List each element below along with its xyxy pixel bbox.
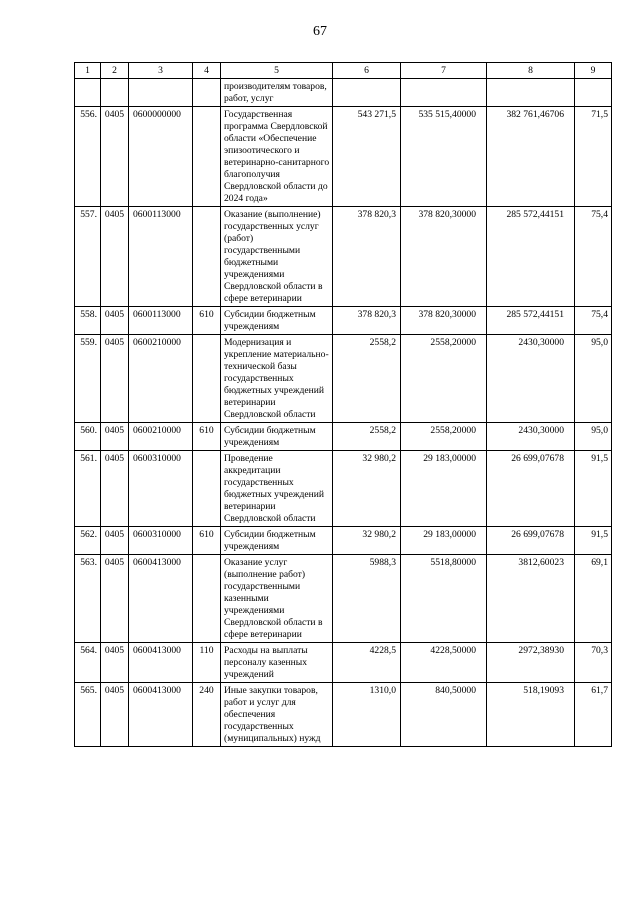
page-number: 67 (313, 24, 327, 39)
cell-section-code: 0405 (101, 207, 129, 307)
cell-amount-approved: 4228,5 (333, 643, 401, 683)
header-cell-4: 4 (193, 63, 221, 79)
table-row (75, 207, 612, 307)
cell-row-number: 564. (75, 643, 101, 683)
header-cell-1: 1 (75, 63, 101, 79)
cell-target-article-code: 0600113000 (129, 207, 193, 307)
cell-amount-approved: 378 820,3 (333, 307, 401, 335)
cell-expense-type-code (193, 555, 221, 643)
header-cell-9: 9 (575, 63, 612, 79)
cell-description: Оказание услуг (выполнение работ) государственными казенными учреждениями Свердловской области в сфере ветеринарии (221, 555, 333, 643)
cell-description: Субсидии бюджетным учреждениям (221, 527, 333, 555)
cell-amount-executed: 285 572,44151 (487, 307, 575, 335)
cell-description: Государственная программа Свердловской области «Обеспечение эпизоотического и ветеринарно-санитарного благополучия Свердловской области до 2024 года» (221, 107, 333, 207)
cell-row-number: 563. (75, 555, 101, 643)
cell-expense-type-code: 610 (193, 527, 221, 555)
table-row (75, 527, 612, 555)
cell-expense-type-code (193, 207, 221, 307)
cell-section-code: 0405 (101, 335, 129, 423)
cell-amount-planned: 2558,20000 (401, 335, 487, 423)
cell-description: Субсидии бюджетным учреждениям (221, 307, 333, 335)
cell-row-number (75, 79, 101, 107)
cell-section-code: 0405 (101, 643, 129, 683)
table-row (75, 451, 612, 527)
cell-percent-executed: 71,5 (575, 107, 612, 207)
cell-target-article-code: 0600413000 (129, 555, 193, 643)
cell-amount-executed: 26 699,07678 (487, 527, 575, 555)
cell-description: производителям товаров, работ, услуг (221, 79, 333, 107)
cell-target-article-code: 0600310000 (129, 451, 193, 527)
cell-amount-planned: 378 820,30000 (401, 307, 487, 335)
header-row (75, 63, 612, 79)
cell-section-code: 0405 (101, 107, 129, 207)
cell-expense-type-code: 610 (193, 423, 221, 451)
cell-percent-executed: 91,5 (575, 527, 612, 555)
table-row (75, 107, 612, 207)
cell-amount-approved: 32 980,2 (333, 527, 401, 555)
cell-expense-type-code: 110 (193, 643, 221, 683)
budget-table (74, 62, 612, 747)
table-row (75, 335, 612, 423)
header-cell-8: 8 (487, 63, 575, 79)
cell-amount-planned: 840,50000 (401, 683, 487, 747)
cell-amount-approved: 378 820,3 (333, 207, 401, 307)
cell-amount-approved: 2558,2 (333, 335, 401, 423)
header-cell-2: 2 (101, 63, 129, 79)
cell-target-article-code: 0600000000 (129, 107, 193, 207)
cell-percent-executed: 70,3 (575, 643, 612, 683)
table-row (75, 683, 612, 747)
cell-amount-approved: 32 980,2 (333, 451, 401, 527)
cell-expense-type-code (193, 451, 221, 527)
cell-percent-executed: 75,4 (575, 307, 612, 335)
cell-row-number: 559. (75, 335, 101, 423)
cell-row-number: 560. (75, 423, 101, 451)
cell-percent-executed: 95,0 (575, 423, 612, 451)
table-row (75, 555, 612, 643)
cell-amount-approved: 5988,3 (333, 555, 401, 643)
table-row (75, 423, 612, 451)
cell-description: Расходы на выплаты персоналу казенных учреждений (221, 643, 333, 683)
cell-percent-executed: 69,1 (575, 555, 612, 643)
cell-amount-planned: 2558,20000 (401, 423, 487, 451)
cell-expense-type-code (193, 335, 221, 423)
cell-section-code: 0405 (101, 307, 129, 335)
cell-section-code: 0405 (101, 527, 129, 555)
header-cell-3: 3 (129, 63, 193, 79)
cell-amount-approved: 543 271,5 (333, 107, 401, 207)
cell-target-article-code: 0600210000 (129, 335, 193, 423)
cell-amount-executed: 3812,60023 (487, 555, 575, 643)
table-row (75, 307, 612, 335)
cell-percent-executed: 91,5 (575, 451, 612, 527)
cell-description: Оказание (выполнение) государственных услуг (работ) государственными бюджетными учреждениями Свердловской области в сфере ветеринарии (221, 207, 333, 307)
cell-description: Иные закупки товаров, работ и услуг для обеспечения государственных (муниципальных) нужд (221, 683, 333, 747)
cell-description: Модернизация и укрепление материально-технической базы государственных бюджетных учреждений ветеринарии Свердловской области (221, 335, 333, 423)
cell-amount-planned: 29 183,00000 (401, 451, 487, 527)
cell-row-number: 561. (75, 451, 101, 527)
cell-percent-executed: 75,4 (575, 207, 612, 307)
cell-percent-executed: 61,7 (575, 683, 612, 747)
cell-row-number: 556. (75, 107, 101, 207)
cell-expense-type-code (193, 107, 221, 207)
cell-amount-executed: 2430,30000 (487, 423, 575, 451)
cell-amount-planned: 378 820,30000 (401, 207, 487, 307)
cell-amount-executed (487, 79, 575, 107)
header-cell-5: 5 (221, 63, 333, 79)
cell-target-article-code: 0600413000 (129, 643, 193, 683)
cell-percent-executed: 95,0 (575, 335, 612, 423)
cell-amount-executed: 518,19093 (487, 683, 575, 747)
cell-amount-planned: 4228,50000 (401, 643, 487, 683)
cell-description: Субсидии бюджетным учреждениям (221, 423, 333, 451)
cell-section-code: 0405 (101, 423, 129, 451)
cell-amount-approved (333, 79, 401, 107)
cell-section-code: 0405 (101, 683, 129, 747)
cell-row-number: 565. (75, 683, 101, 747)
cell-amount-approved: 1310,0 (333, 683, 401, 747)
cell-row-number: 562. (75, 527, 101, 555)
cell-target-article-code: 0600113000 (129, 307, 193, 335)
cell-target-article-code: 0600210000 (129, 423, 193, 451)
cell-description: Проведение аккредитации государственных бюджетных учреждений ветеринарии Свердловской области (221, 451, 333, 527)
cell-expense-type-code: 610 (193, 307, 221, 335)
cell-target-article-code (129, 79, 193, 107)
cell-percent-executed (575, 79, 612, 107)
cell-amount-executed: 382 761,46706 (487, 107, 575, 207)
cell-target-article-code: 0600413000 (129, 683, 193, 747)
cell-amount-executed: 2430,30000 (487, 335, 575, 423)
header-cell-6: 6 (333, 63, 401, 79)
cell-row-number: 558. (75, 307, 101, 335)
cell-target-article-code: 0600310000 (129, 527, 193, 555)
cell-amount-executed: 26 699,07678 (487, 451, 575, 527)
cell-amount-planned: 535 515,40000 (401, 107, 487, 207)
header-cell-7: 7 (401, 63, 487, 79)
cell-amount-planned: 5518,80000 (401, 555, 487, 643)
cell-row-number: 557. (75, 207, 101, 307)
cell-amount-executed: 285 572,44151 (487, 207, 575, 307)
cell-amount-planned: 29 183,00000 (401, 527, 487, 555)
cell-expense-type-code: 240 (193, 683, 221, 747)
cell-section-code (101, 79, 129, 107)
cell-amount-executed: 2972,38930 (487, 643, 575, 683)
table-body (75, 79, 612, 747)
cell-amount-approved: 2558,2 (333, 423, 401, 451)
table-row (75, 79, 612, 107)
cell-amount-planned (401, 79, 487, 107)
cell-section-code: 0405 (101, 555, 129, 643)
cell-expense-type-code (193, 79, 221, 107)
table-row (75, 643, 612, 683)
cell-section-code: 0405 (101, 451, 129, 527)
